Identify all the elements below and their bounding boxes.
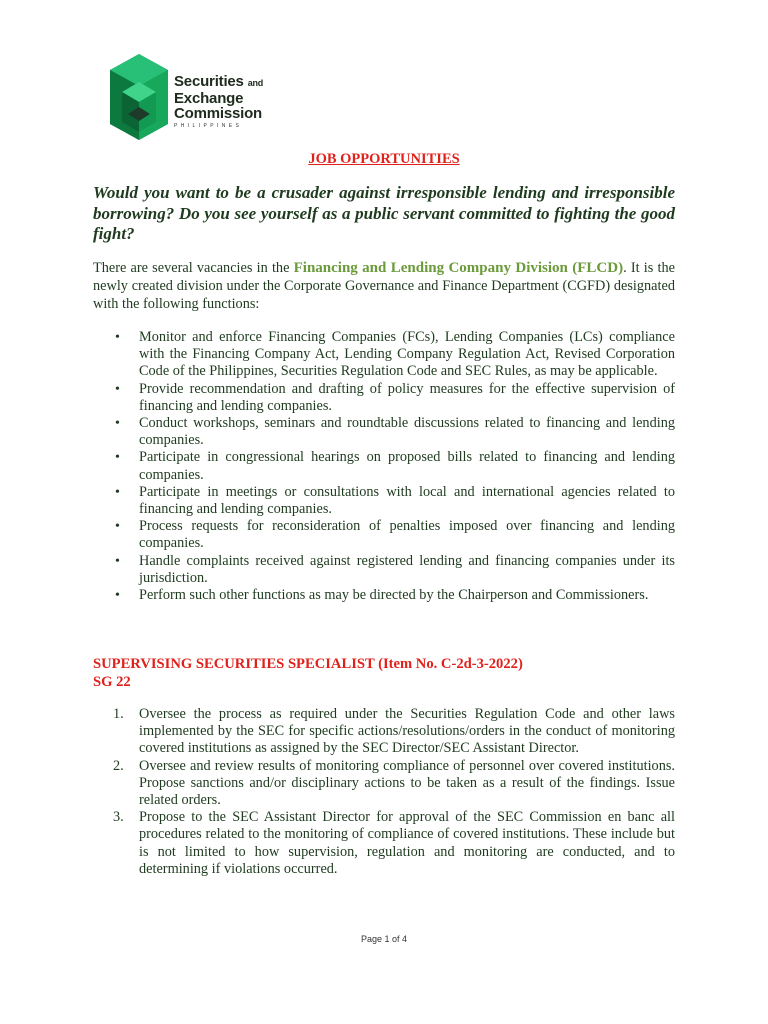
function-item: • Process requests for reconsideration of penalties imposed over financing and lending companies. (115, 518, 675, 552)
bullet-icon: • (115, 416, 120, 432)
function-item: • Monitor and enforce Financing Companies (FCs), Lending Companies (LCs) compliance with the Financing Company Act, Lending Company Regulation Act, Revised Corporation Code of the Philippines, Securities Regulation Code and SEC Rules, as may be applicable. (115, 329, 675, 380)
bullet-icon: • (115, 519, 120, 535)
sec-hexagon-logo-icon (108, 52, 170, 142)
position-title: SUPERVISING SECURITIES SPECIALIST (Item No. C-2d-3-2022) (93, 656, 523, 672)
duty-item: 3. Propose to the SEC Assistant Director for approval of the SEC Commission en banc all procedures related to the monitoring of compliance of covered institutions. These include but is not limited to how supervision, regulation and monitoring are conducted, and to determining if violations occurred. (113, 809, 675, 877)
function-item: • Handle complaints received against registered lending and financing companies under its jurisdiction. (115, 552, 675, 586)
function-item: • Provide recommendation and drafting of policy measures for the effective supervision of financing and lending companies. (115, 380, 675, 414)
bullet-icon: • (115, 450, 120, 466)
logo-line-1: Securities (174, 73, 244, 90)
bullet-icon: • (115, 381, 120, 397)
logo-line-2: Exchange (174, 90, 244, 107)
page-title: JOB OPPORTUNITIES (308, 151, 460, 167)
lead-question: Would you want to be a crusader against irresponsible lending and irresponsible borrowing? Do you see yourself as a public servant committed to fighting the good fight? (93, 183, 675, 243)
sec-logo (108, 52, 278, 142)
functions-list (93, 329, 675, 604)
bullet-icon: • (115, 588, 120, 604)
function-item: • Conduct workshops, seminars and roundtable discussions related to financing and lending companies. (115, 415, 675, 449)
position-grade: SG 22 (93, 674, 131, 690)
position-heading (93, 655, 675, 691)
function-item: • Participate in congressional hearings on proposed bills related to financing and lending companies. (115, 449, 675, 483)
duties-list (93, 706, 675, 878)
function-item: • Participate in meetings or consultations with local and international agencies related to financing and lending companies. (115, 483, 675, 518)
intro-before: There are several vacancies in the (93, 260, 294, 276)
logo-and: and (247, 78, 264, 88)
bullet-icon: • (115, 330, 120, 345)
duty-number: 1. (113, 706, 124, 722)
page-number: Page 1 of 4 (360, 934, 408, 944)
function-item: • Perform such other functions as may be directed by the Chairperson and Commissioners. (115, 587, 649, 604)
division-name: Financing and Lending Company Division (FLCD) (293, 260, 624, 276)
duty-number: 3. (113, 809, 124, 826)
bullet-icon: • (115, 553, 120, 569)
bullet-icon: • (115, 484, 120, 500)
intro-after: . It is the newly created division under the Corporate Governance and Finance Department (CGFD) designated with the following functions: (93, 260, 675, 312)
duty-item: 2. Oversee and review results of monitoring compliance of personnel over covered institutions. Propose sanctions and/or disciplinary actions to be taken as a result of the findings. Issue related orders. (113, 757, 675, 809)
duty-number: 2. (113, 757, 124, 774)
duty-item: 1. Oversee the process as required under the Securities Regulation Code and other laws implemented by the SEC for specific actions/resolutions/orders in the conduct of monitoring covered institutions as assigned by the SEC Director/SEC Assistant Director. (113, 706, 675, 757)
logo-line-3: Commission (174, 105, 263, 122)
intro-paragraph (93, 259, 675, 313)
logo-country: PHILIPPINES (174, 123, 243, 129)
